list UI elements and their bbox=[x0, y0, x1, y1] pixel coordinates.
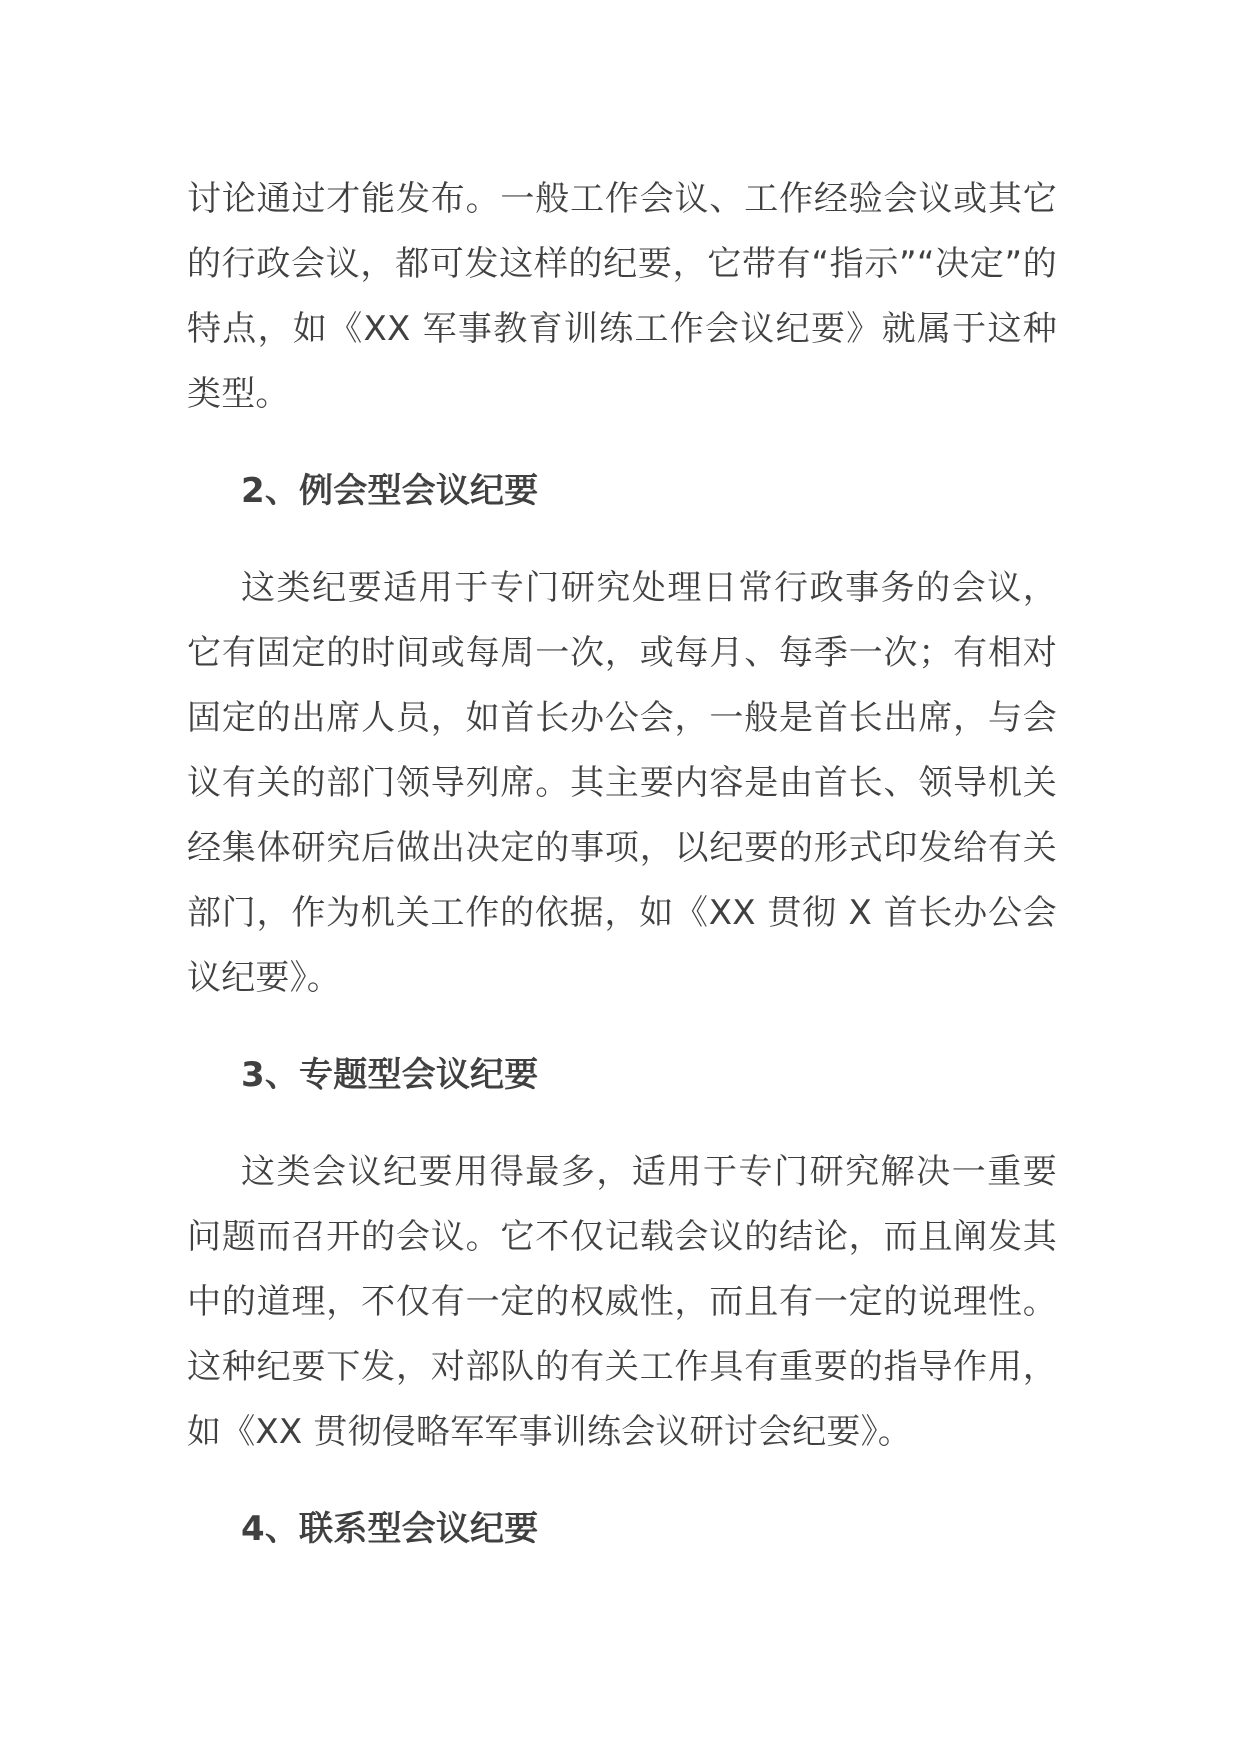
section-heading-2: 2、例会型会议纪要 bbox=[241, 471, 539, 511]
paragraph-topic-meeting: 这类会议纪要用得最多，适用于专门研究解决一重要问题而召开的会议。它不仅记载会议的结论，而且阐发其中的道理，不仅有一定的权威性，而且有一定的说理性。这种纪要下发，对部队的有关工作具有重要的指导作用，如《XX 贯彻侵略军军事训练会议研讨会纪要》。 bbox=[187, 1152, 1057, 1452]
document-body bbox=[187, 167, 1057, 1562]
section-heading-4: 4、联系型会议纪要 bbox=[241, 1509, 539, 1549]
paragraph-continued: 讨论通过才能发布。一般工作会议、工作经验会议或其它的行政会议，都可发这样的纪要，它带有“指示”“决定”的特点，如《XX 军事教育训练工作会议纪要》就属于这种类型。 bbox=[187, 179, 1057, 414]
section-heading-3: 3、专题型会议纪要 bbox=[241, 1055, 539, 1095]
paragraph-regular-meeting: 这类纪要适用于专门研究处理日常行政事务的会议，它有固定的时间或每周一次，或每月、每季一次；有相对固定的出席人员，如首长办公会，一般是首长出席，与会议有关的部门领导列席。其主要内容是由首长、领导机关经集体研究后做出决定的事项，以纪要的形式印发给有关部门，作为机关工作的依据，如《XX 贯彻 X 首长办公会议纪要》。 bbox=[187, 568, 1057, 998]
